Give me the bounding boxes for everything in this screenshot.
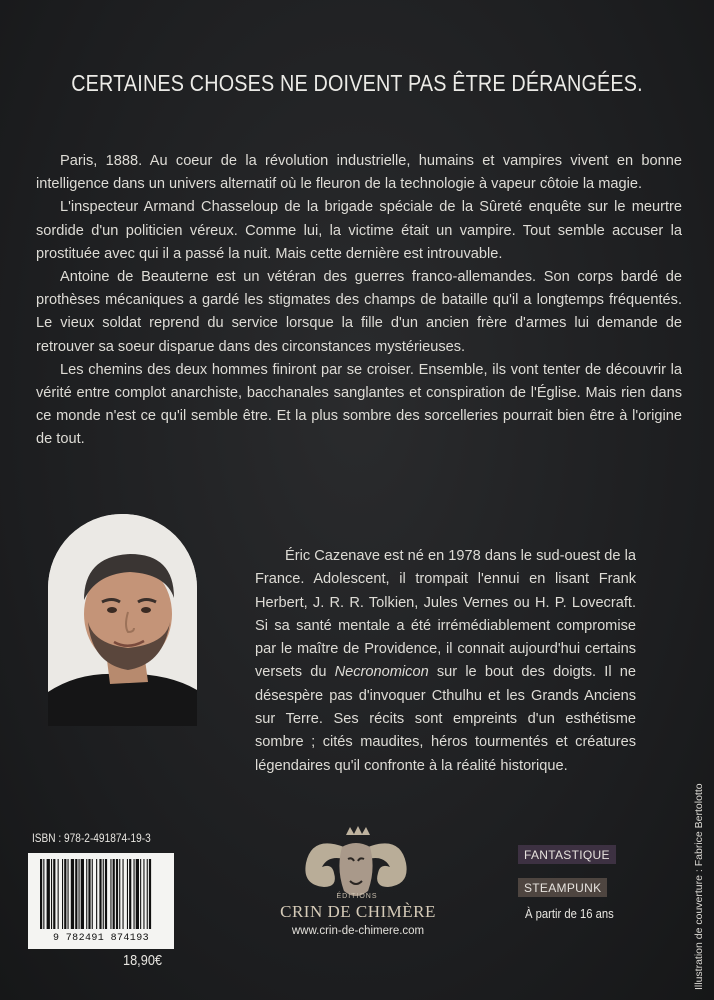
tagline: CERTAINES CHOSES NE DOIVENT PAS ÊTRE DÉRANGÉES. (71, 70, 643, 96)
price: 18,90€ (123, 952, 163, 969)
genre-tag-fantastique: FANTASTIQUE (518, 845, 616, 864)
isbn-label: ISBN : 978-2-491874-19-3 (32, 833, 151, 845)
author-portrait-image (48, 514, 197, 726)
synopsis-paragraph: L'inspecteur Armand Chasseloup de la brigade spéciale de la Sûreté enquête sur le meurtre sordide d'un politicien véreux. Comme lui, la victime était un vampire. Tout semble accuser la prostituée avec qui il a passé la nuit. Mais cette dernière est introuvable. (36, 199, 682, 262)
genre-tag-steampunk: STEAMPUNK (518, 878, 607, 897)
publisher-url: www.crin-de-chimere.com (291, 925, 425, 937)
barcode-bars (28, 853, 174, 933)
synopsis-paragraph: Les chemins des deux hommes finiront par se croiser. Ensemble, ils vont tenter de découvrir la vérité entre complot anarchiste, bacchanales sanglantes et conspiration de l'Église. Mais rien dans ce monde n'est ce qu'il semble être. Et la plus sombre des sorcelleries pourrait bien être à l'origine de tout. (36, 361, 682, 448)
bio-text-end: sur le bout des doigts. Il ne désespère pas d'invoquer Cthulhu et les Grands Anciens sur Terre. Ses récits sont empreints d'un esthétisme sombre ; cités maudites, héros tourmentés et créatures légendaires qu'il confronte à la réalité historique. (255, 664, 636, 774)
author-photo (48, 514, 197, 726)
age-rating: À partir de 16 ans (525, 907, 614, 921)
publisher-small-label: ÉDITIONS (336, 893, 378, 900)
barcode-digits: 9 782491 874193 (52, 933, 149, 944)
publisher-name: CRIN DE CHIMÈRE (280, 902, 436, 921)
synopsis-paragraph: Paris, 1888. Au coeur de la révolution industrielle, humains et vampires vivent en bonne intelligence dans un univers alternatif où le fleuron de la technologie à vapeur côtoie la magie. (36, 153, 682, 193)
author-bio (255, 545, 636, 778)
bio-book-title: Necronomicon (334, 664, 429, 681)
bio-text-start: Éric Cazenave est né en 1978 dans le sud-ouest de la France. Adolescent, il trompait l'ennui en lisant Frank Herbert, J. R. R. Tolkien, Jules Vernes ou H. P. Lovecraft. Si sa santé mentale a été irrémédiablement compromise par le maître de Providence, il connait aujourd'hui certains versets du (255, 548, 636, 681)
synopsis-paragraph: Antoine de Beauterne est un vétéran des guerres franco-allemandes. Son corps bardé de prothèses mécaniques a gardé les stigmates des champs de bataille qu'il a longtemps fréquentés. Le vieux soldat reprend du service lorsque la fille d'un ancien frère d'armes lui demande de retrouver sa soeur disparue dans des circonstances mystérieuses. (36, 269, 682, 355)
synopsis (36, 150, 682, 452)
barcode (28, 853, 174, 949)
cover-illustration-credit: Illustration de couverture : Fabrice Bertolotto (693, 783, 705, 990)
